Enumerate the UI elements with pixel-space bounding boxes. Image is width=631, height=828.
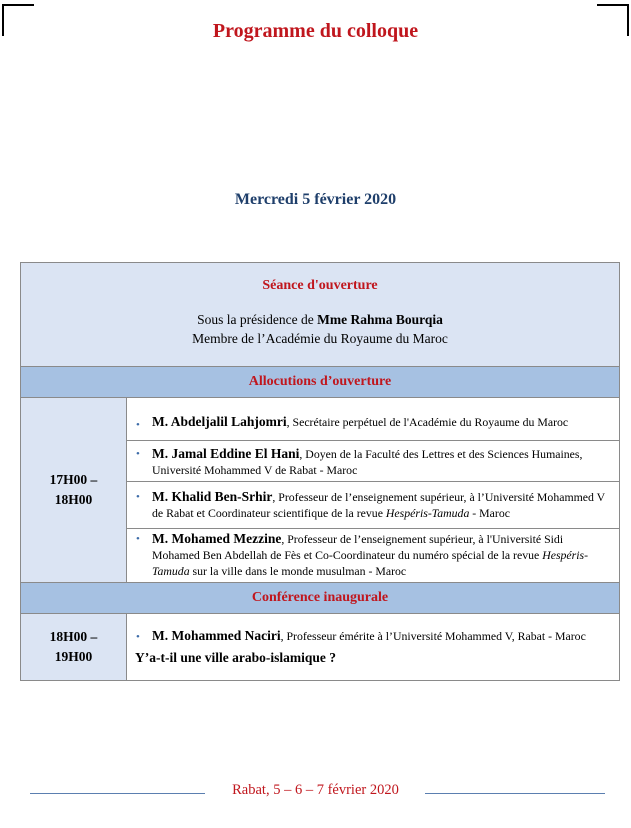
- bullet-icon: •: [136, 448, 140, 460]
- presidence-prefix: Sous la présidence de: [197, 312, 318, 327]
- bullet-icon: •: [136, 533, 140, 545]
- speaker-name: M. Mohammed Naciri: [152, 627, 281, 643]
- opening-session-cell: [21, 263, 620, 367]
- allocutions-time-cell: [21, 398, 127, 583]
- speaker-cell: [127, 529, 620, 583]
- speaker-description: , Secrétaire perpétuel de l'Académie du Royaume du Maroc: [286, 415, 569, 429]
- allocutions-time-start: 17H00 –: [49, 472, 98, 487]
- conference-time-start: 18H00 –: [49, 629, 98, 644]
- speaker-cell: [127, 441, 620, 482]
- speaker-cell: [127, 482, 620, 529]
- speaker-name: M. Abdeljalil Lahjomri: [152, 414, 287, 429]
- speaker-description: , Professeur de l’enseignement supérieur, à l'Université Sidi Mohamed Ben Abdellah de Fès et Co-Coordinateur du numéro spécial de la revue: [152, 532, 564, 562]
- speaker-description: , Doyen de la Faculté des Lettres et des Sciences Humaines, Université Mohammed V de Rabat - Maroc: [152, 447, 583, 477]
- footer-label: Rabat, 5 – 6 – 7 février 2020: [224, 782, 407, 798]
- footer-text: [0, 782, 631, 799]
- allocutions-header-row: [21, 367, 620, 398]
- conference-time-cell: [21, 614, 127, 681]
- bullet-icon: •: [136, 419, 140, 431]
- speaker-description: , Professeur émérite à l’Université Mohammed V, Rabat - Maroc: [280, 628, 586, 643]
- speaker-cell: [127, 398, 620, 441]
- president-role: Membre de l’Académie du Royaume du Maroc: [192, 331, 448, 346]
- journal-title: Hespéris-Tamuda: [152, 548, 589, 578]
- allocutions-time-end: 18H00: [54, 492, 93, 507]
- page-title: Programme du colloque: [212, 20, 419, 42]
- speaker-name: M. Khalid Ben-Srhir: [152, 488, 273, 504]
- talk-title: Y’a-t-il une ville arabo-islamique ?: [135, 649, 336, 665]
- opening-session-row: [21, 263, 620, 367]
- speaker-name: M. Mohamed Mezzine: [152, 531, 282, 546]
- allocutions-title: Allocutions d’ouverture: [21, 367, 620, 398]
- opening-session-presidence: [21, 310, 619, 366]
- conference-title: Conférence inaugurale: [21, 583, 620, 614]
- bullet-icon: •: [136, 490, 140, 503]
- president-name: Mme Rahma Bourqia: [317, 312, 443, 327]
- conference-cell: [127, 614, 620, 681]
- bullet-icon: •: [136, 630, 140, 643]
- conference-time-end: 19H00: [54, 649, 93, 664]
- speaker-description: , Professeur de l’enseignement supérieur, à l’Université Mohammed V de Rabat et Coordinateur scientifique de la revue: [152, 489, 605, 520]
- program-table: [20, 262, 620, 681]
- conference-header-row: [21, 583, 620, 614]
- speaker-description-end: sur la ville dans le monde musulman - Maroc: [189, 564, 407, 578]
- speaker-description-end: - Maroc: [469, 505, 510, 520]
- opening-session-title: Séance d'ouverture: [262, 278, 378, 293]
- day-heading: Mercredi 5 février 2020: [234, 191, 397, 208]
- journal-title: Hespéris-Tamuda: [385, 505, 470, 520]
- speaker-name: M. Jamal Eddine El Hani: [152, 446, 300, 461]
- conference-row: [21, 614, 620, 681]
- speaker-row: [21, 398, 620, 441]
